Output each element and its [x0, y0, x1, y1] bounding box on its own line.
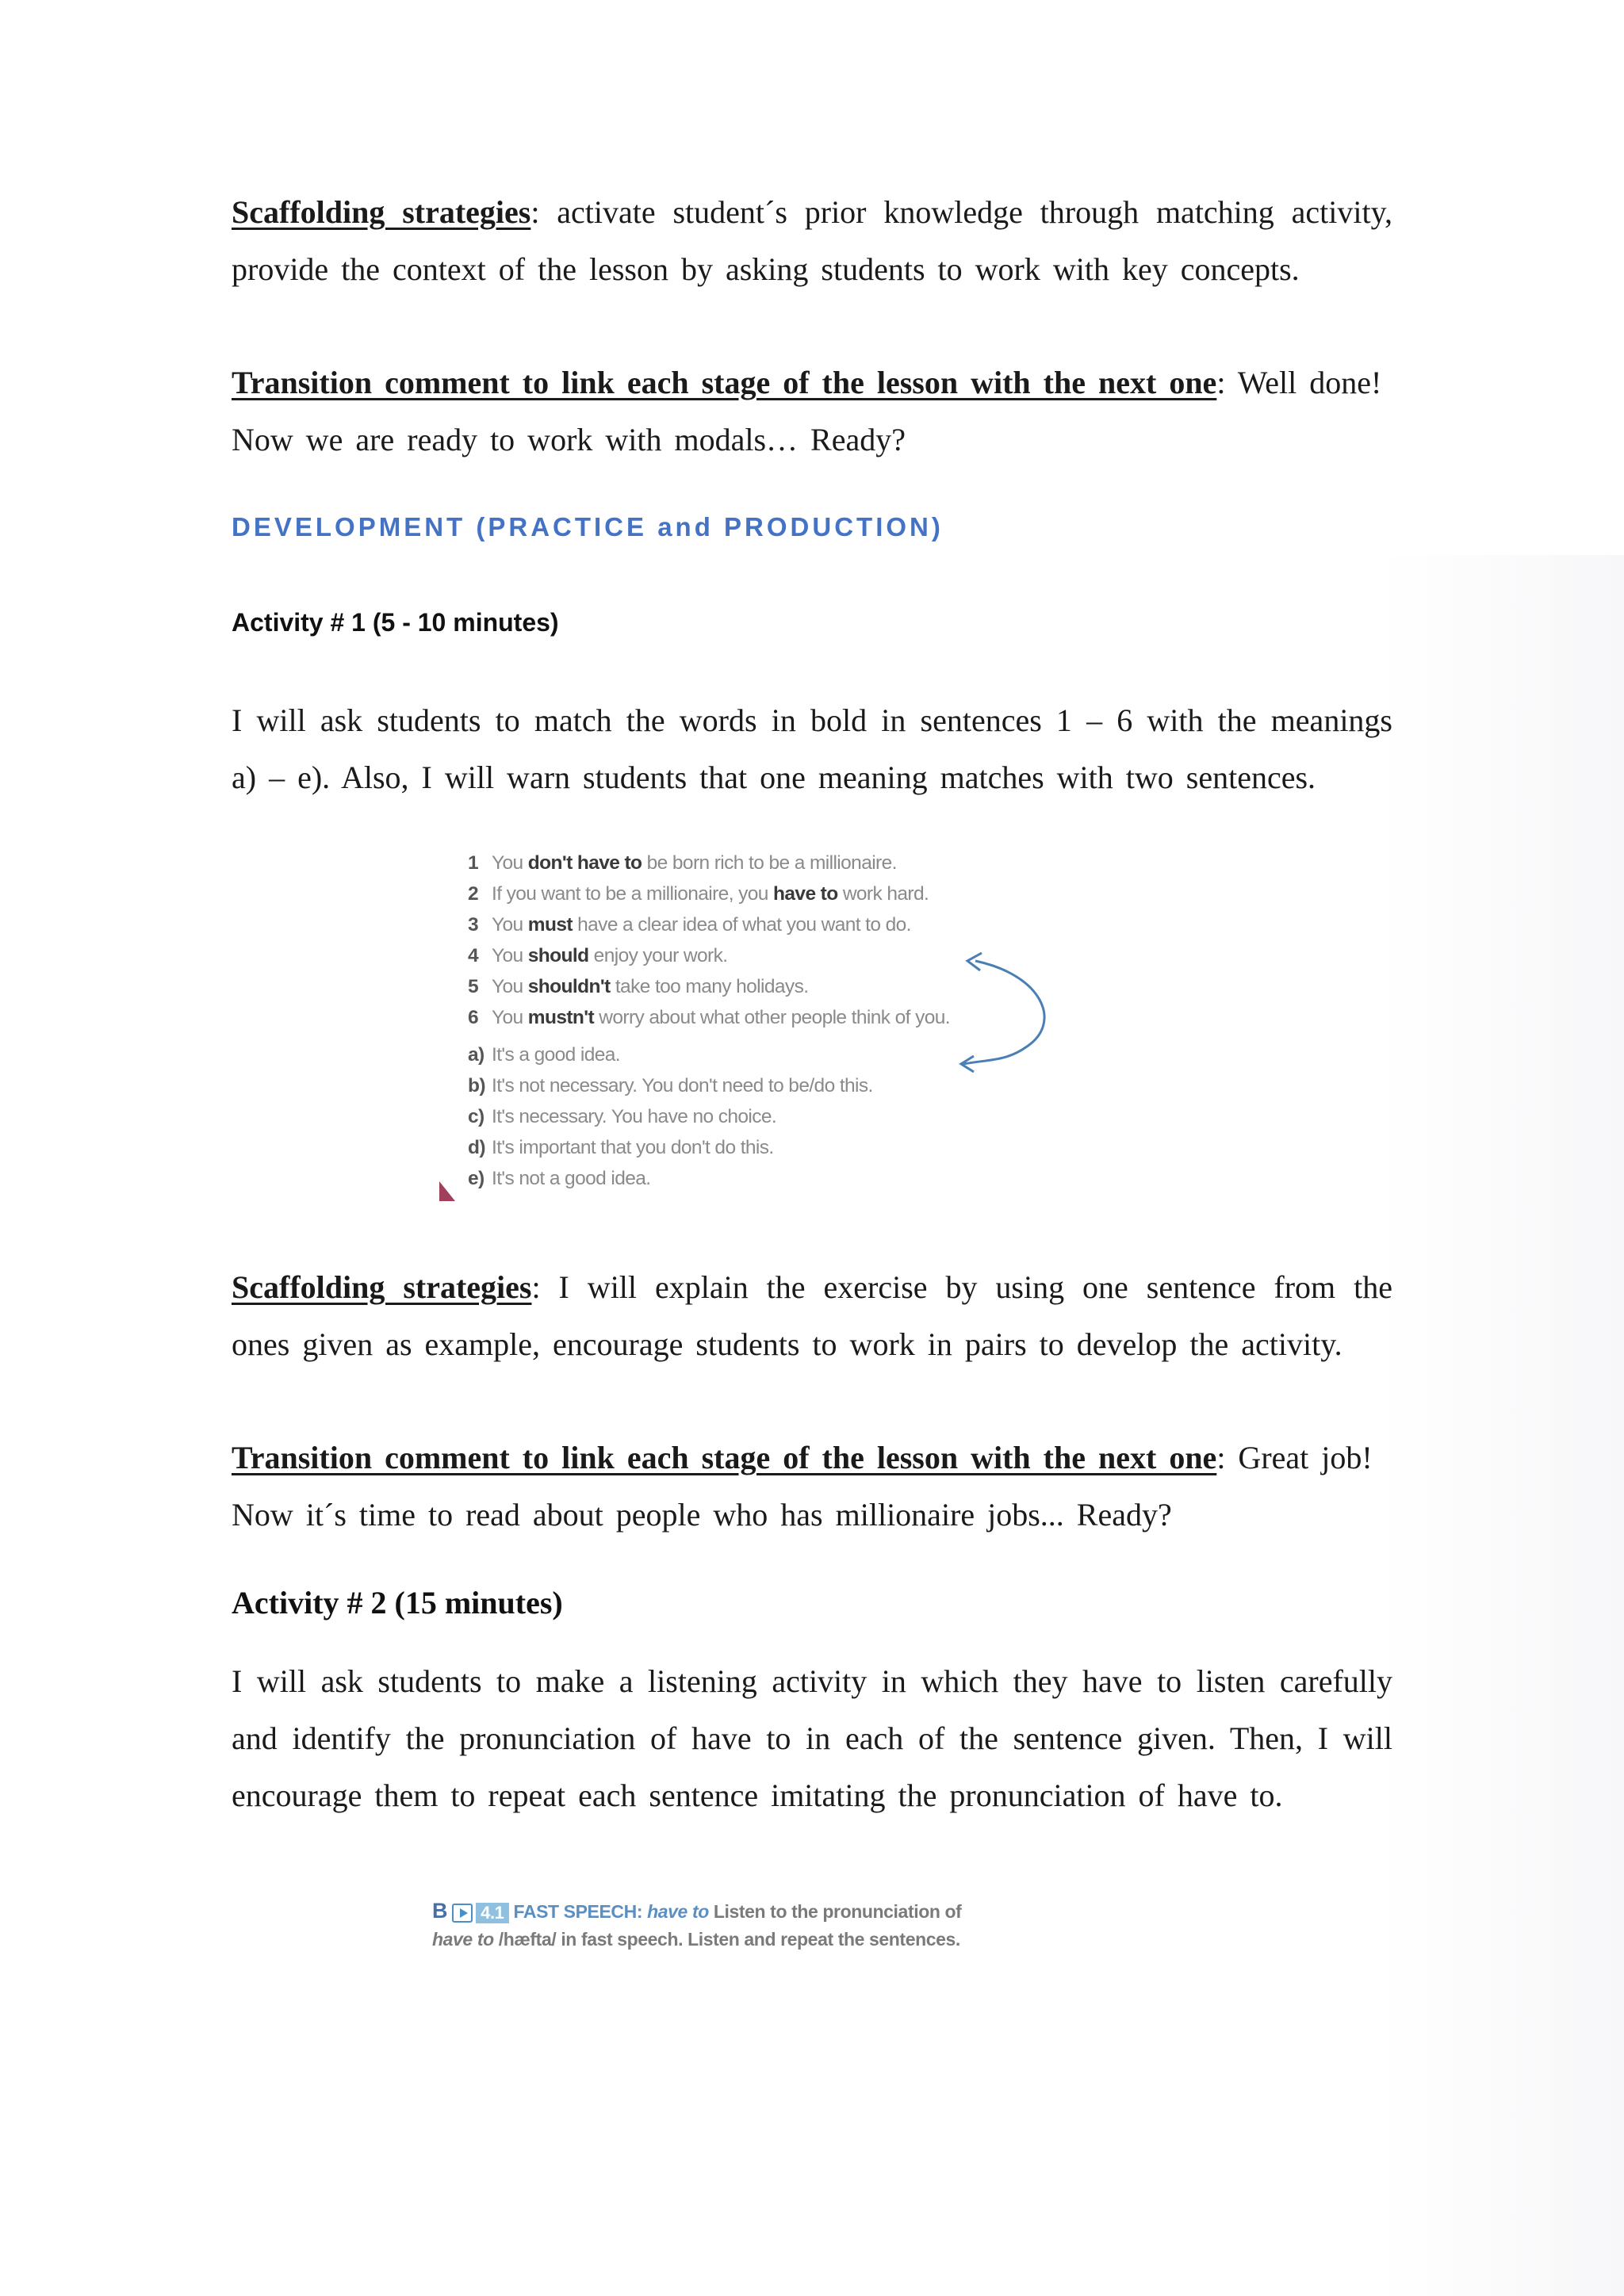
- transition-text-2-1: : Great job!: [1216, 1440, 1373, 1475]
- sentence-bold-modal: should: [527, 945, 589, 966]
- sentence-text: be born rich to be a millionaire.: [642, 852, 897, 874]
- transition-block-2: [232, 1429, 1392, 1544]
- fast-speech-label: FAST SPEECH:: [513, 1901, 643, 1922]
- page-background: [0, 555, 1624, 2296]
- scaffolding-paragraph-2: [232, 1259, 1392, 1373]
- sentence-text: worry about what other people think of you.: [594, 1007, 950, 1028]
- sentence-bold-modal: don't have to: [527, 852, 642, 874]
- meaning-text: It's important that you don't do this.: [492, 1137, 774, 1158]
- sentence-text: You: [492, 852, 528, 874]
- sentence-text: have a clear idea of what you want to do.: [572, 914, 911, 936]
- activity-1-title: Activity # 1 (5 - 10 minutes): [232, 608, 559, 637]
- scaffolding-block-1: [232, 184, 1392, 298]
- fast-speech-instruction-1: Listen to the pronunciation of: [713, 1901, 962, 1922]
- transition-text-2: Now we are ready to work with modals… Ready?: [232, 422, 906, 457]
- fast-speech-line-2: [432, 1925, 960, 1954]
- sentence-text: work hard.: [837, 883, 929, 905]
- activity-2-title: Activity # 2 (15 minutes): [232, 1585, 563, 1621]
- meaning-letter: a): [468, 1044, 485, 1066]
- meaning-text: It's necessary. You have no choice.: [492, 1106, 777, 1127]
- exercise-meaning: [468, 1102, 776, 1132]
- sentence-text: enjoy your work.: [588, 945, 728, 966]
- exercise-sentence: [468, 1003, 950, 1033]
- transition-text-1: : Well done!: [1216, 365, 1382, 400]
- fast-speech-italic-2: have to: [432, 1929, 494, 1950]
- sentence-text: You: [492, 914, 528, 936]
- scaffolding-text-2: : I will explain the exercise by using one sentence from the ones given as example, encourage students to work in pairs to develop the activity.: [232, 1269, 1392, 1362]
- scaffolding-block-2: [232, 1259, 1392, 1373]
- audio-play-icon[interactable]: [452, 1904, 473, 1923]
- meaning-letter: b): [468, 1075, 485, 1096]
- exercise-meaning: [468, 1040, 620, 1070]
- meaning-letter: e): [468, 1168, 485, 1189]
- exercise-meaning: [468, 1164, 650, 1194]
- sentence-number: 6: [468, 1007, 479, 1028]
- meaning-letter: c): [468, 1106, 485, 1127]
- transition-text-2-2: Now it´s time to read about people who has millionaire jobs... Ready?: [232, 1497, 1172, 1533]
- sentence-number: 5: [468, 976, 479, 997]
- meaning-text: It's not necessary. You don't need to be/do this.: [492, 1075, 873, 1096]
- activity-2-section: [232, 1584, 1392, 1621]
- fast-speech-line-1: [432, 1896, 961, 1925]
- matching-exercise: [436, 848, 1086, 1205]
- sentence-number: 2: [468, 883, 479, 905]
- sentence-number: 4: [468, 945, 479, 966]
- meaning-text: It's not a good idea.: [492, 1168, 651, 1189]
- activity-2-block: [232, 1653, 1392, 1824]
- transition-block-1: [232, 354, 1392, 469]
- exercise-sentence: [468, 941, 727, 971]
- activity-2-description: I will ask students to make a listening activity in which they have to listen carefully and identify the pronunciation of have to in each of the sentence given. Then, I will encourage them to repeat each sentence imitating the pronunciation of have to.: [232, 1663, 1392, 1813]
- track-number: 4.1: [476, 1903, 508, 1923]
- sentence-text: You: [492, 945, 528, 966]
- meaning-text: It's a good idea.: [492, 1044, 621, 1066]
- sentence-number: 3: [468, 914, 479, 936]
- transition-heading: Transition comment to link each stage of the lesson with the next one: [232, 365, 1217, 400]
- fast-speech-instruction-2: /hæfta/ in fast speech. Listen and repeat the sentences.: [498, 1929, 960, 1950]
- development-section: [232, 512, 1392, 542]
- sentence-text: take too many holidays.: [610, 976, 809, 997]
- sentence-text: You: [492, 1007, 528, 1028]
- scaffolding-text: : activate student´s prior knowledge through matching activity, provide the context of the lesson by asking students to work with key concepts.: [232, 194, 1392, 287]
- scaffolding-heading: Scaffolding strategies: [232, 194, 531, 230]
- exercise-meaning: [468, 1071, 873, 1101]
- activity-1-block: [232, 692, 1392, 806]
- scaffolding-heading-2: Scaffolding strategies: [232, 1269, 532, 1305]
- exercise-meaning: [468, 1133, 774, 1163]
- exercise-sentence: [468, 848, 897, 878]
- sentence-bold-modal: mustn't: [527, 1007, 595, 1028]
- sentence-bold-modal: have to: [773, 883, 838, 905]
- sentence-number: 1: [468, 852, 479, 874]
- sentence-bold-modal: must: [527, 914, 573, 936]
- fast-speech-exercise: [432, 1896, 1051, 1960]
- activity-1-section: [232, 608, 1392, 637]
- sentence-text: You: [492, 976, 528, 997]
- transition-paragraph: [232, 354, 1392, 469]
- development-heading: DEVELOPMENT (PRACTICE and PRODUCTION): [232, 512, 944, 541]
- exercise-sentence: [468, 972, 808, 1002]
- exercise-sentence: [468, 910, 911, 940]
- fast-speech-label-italic: have to: [647, 1901, 709, 1922]
- meaning-letter: d): [468, 1137, 485, 1158]
- exercise-sentence: [468, 879, 929, 909]
- transition-heading-2: Transition comment to link each stage of the lesson with the next one: [232, 1440, 1217, 1475]
- scaffolding-paragraph: [232, 184, 1392, 298]
- sentence-bold-modal: shouldn't: [527, 976, 611, 997]
- transition-paragraph-2: [232, 1429, 1392, 1544]
- exercise-letter: B: [432, 1899, 448, 1923]
- activity-1-description: I will ask students to match the words in bold in sentences 1 – 6 with the meanings a) – e). Also, I will warn students that one meaning matches with two sentences.: [232, 702, 1392, 795]
- sentence-text: If you want to be a millionaire, you: [492, 883, 774, 905]
